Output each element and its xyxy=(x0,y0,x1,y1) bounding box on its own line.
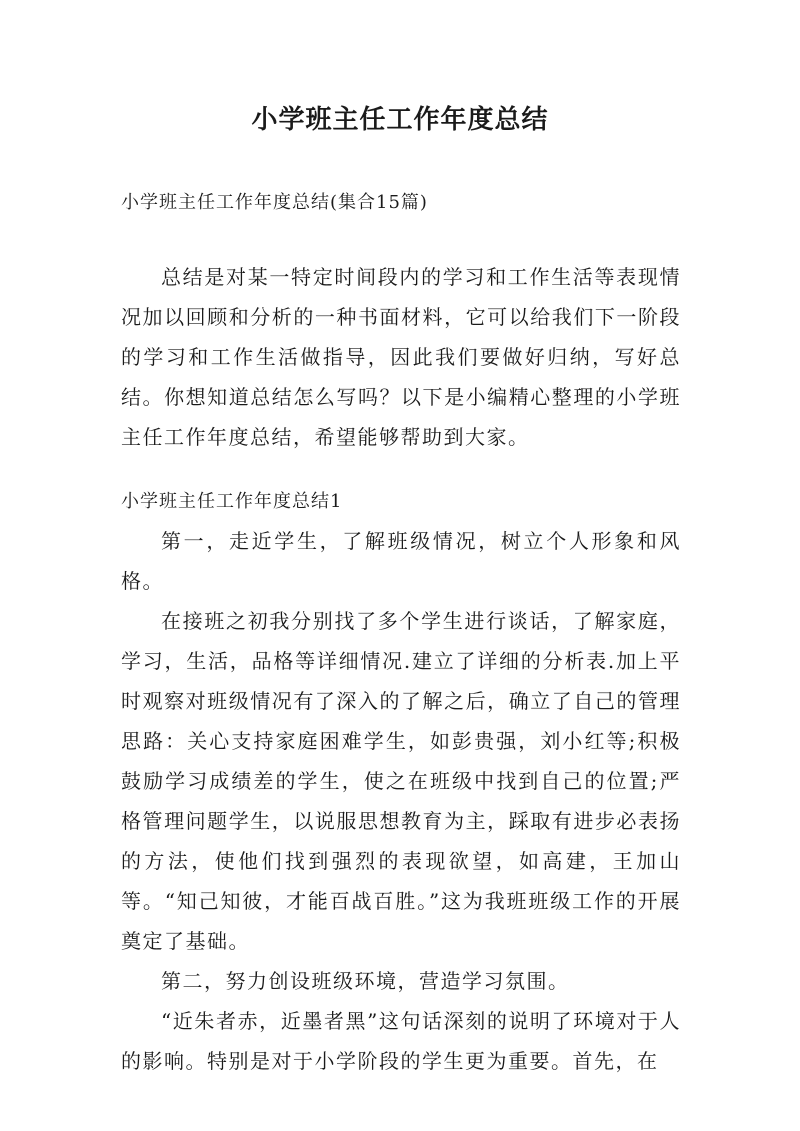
body-paragraph: “近朱者赤，近墨者黑”这句话深刻的说明了环境对于人的影响。特别是对于小学阶段的学生更为重要。首先，在 xyxy=(121,1009,681,1073)
document-subtitle: 小学班主任工作年度总结(集合15篇) xyxy=(121,192,428,213)
document-title: 小学班主任工作年度总结 xyxy=(251,105,549,135)
body-paragraph: 第二，努力创设班级环境，营造学习氛围。 xyxy=(161,969,570,993)
section-body xyxy=(121,521,681,1081)
intro-paragraph: 总结是对某一特定时间段内的学习和工作生活等表现情况加以回顾和分析的一种书面材料，它可以给我们下一阶段的学习和工作生活做指导，因此我们要做好归纳，写好总结。你想知道总结怎么写吗？以下是小编精心整理的小学班主任工作年度总结，希望能够帮助到大家。 xyxy=(121,265,681,449)
intro-section xyxy=(121,257,681,457)
body-paragraph: 第一，走近学生，了解班级情况，树立个人形象和风格。 xyxy=(121,529,681,593)
body-paragraph: 在接班之初我分别找了多个学生进行谈话，了解家庭，学习，生活，品格等详细情况.建立了详细的分析表.加上平时观察对班级情况有了深入的了解之后，确立了自己的管理思路：关心支持家庭困难学生，如彭贵强，刘小红等;积极鼓励学习成绩差的学生，使之在班级中找到自己的位置;严格管理问题学生，以说服思想教育为主，踩取有进步必表扬的方法，使他们找到强烈的表现欲望，如高建，王加山等。“知己知彼，才能百战百胜。”这为我班班级工作的开展奠定了基础。 xyxy=(121,609,681,953)
section-heading: 小学班主任工作年度总结1 xyxy=(121,491,343,512)
